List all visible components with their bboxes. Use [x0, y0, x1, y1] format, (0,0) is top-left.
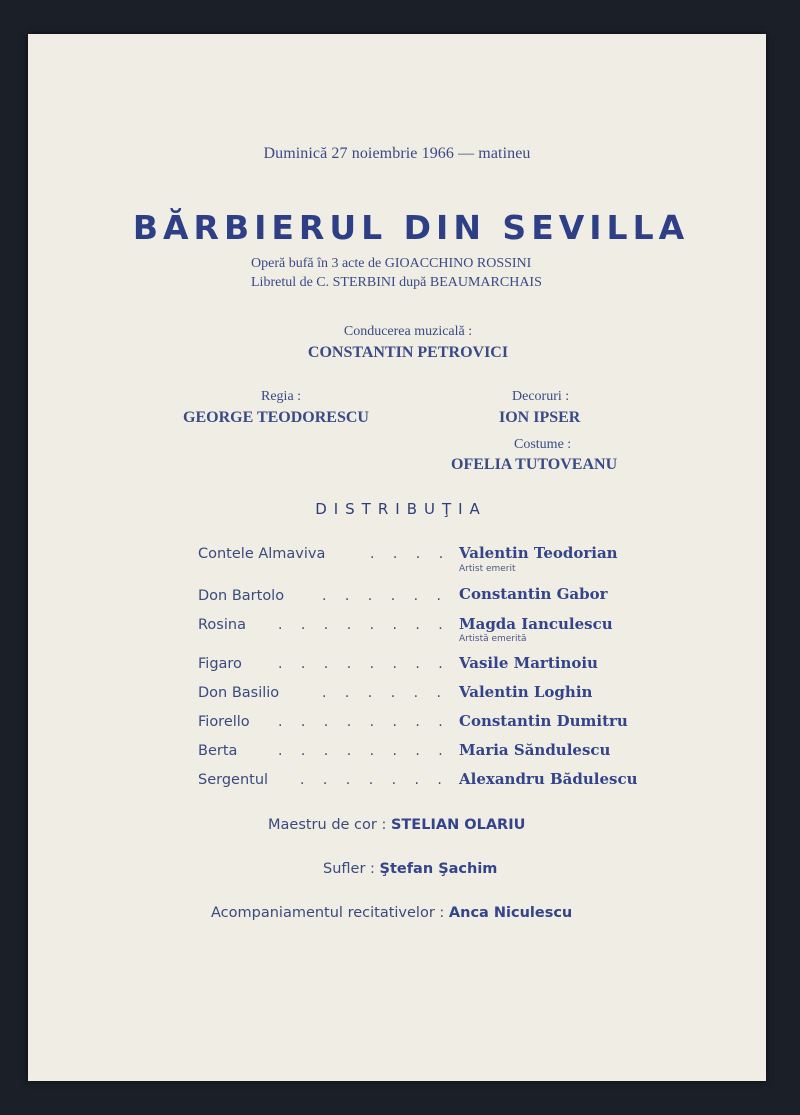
cast-leader-dots: . . . . . . . — [300, 772, 449, 788]
prompter-credit — [323, 861, 497, 877]
cast-leader-dots: . . . . . . — [322, 588, 448, 604]
cast-role: Don Basilio — [198, 685, 280, 701]
cast-singer: Magda Ianculescu — [459, 615, 613, 633]
cast-singer-title: Artistă emerită — [459, 634, 527, 644]
recitative-accompaniment-label: Acompaniamentul recitativelor : — [211, 905, 445, 921]
chorus-master-credit — [268, 817, 525, 833]
opera-subtitle-composer: Operă bufă în 3 acte de GIOACCHINO ROSSINI — [251, 256, 532, 271]
cast-leader-dots: . . . . — [370, 546, 451, 562]
cast-heading: DISTRIBUŢIA — [315, 500, 487, 518]
cast-leader-dots: . . . . . . . . — [278, 656, 450, 672]
cast-role: Berta — [198, 743, 238, 759]
cast-role: Fiorello — [198, 714, 250, 730]
prompter-label: Sufler : — [323, 861, 375, 877]
recitative-accompaniment-credit — [211, 905, 572, 921]
prompter-name: Ştefan Şachim — [379, 861, 498, 877]
opera-subtitle-libretto: Libretul de C. STERBINI după BEAUMARCHAIS — [251, 275, 542, 290]
program-sheet — [28, 34, 766, 1081]
recitative-accompanist-name: Anca Niculescu — [448, 905, 573, 921]
cast-role: Don Bartolo — [198, 588, 285, 604]
cast-role: Sergentul — [198, 772, 269, 788]
performance-date: Duminică 27 noiembrie 1966 — matineu — [263, 145, 531, 162]
cast-singer: Vasile Martinoiu — [459, 654, 598, 672]
costumes-label: Costume : — [514, 437, 572, 452]
stage-director-name: GEORGE TEODORESCU — [183, 409, 369, 426]
opera-title: BĂRBIERUL DIN SEVILLA — [132, 208, 690, 247]
cast-role: Figaro — [198, 656, 242, 672]
cast-leader-dots: . . . . . . . . — [278, 714, 450, 730]
cast-leader-dots: . . . . . . — [322, 685, 448, 701]
cast-singer: Alexandru Bădulescu — [459, 770, 638, 788]
costume-designer-name: OFELIA TUTOVEANU — [451, 456, 618, 473]
cast-singer: Maria Săndulescu — [459, 741, 611, 759]
cast-list — [28, 34, 766, 1081]
musical-director-name: CONSTANTIN PETROVICI — [307, 344, 509, 361]
musical-direction-label: Conducerea muzicală : — [343, 324, 473, 339]
chorus-master-label: Maestru de cor : — [268, 817, 387, 833]
cast-leader-dots: . . . . . . . . — [278, 743, 450, 759]
cast-leader-dots: . . . . . . . . — [278, 617, 450, 633]
cast-singer-title: Artist emerit — [459, 564, 516, 574]
cast-singer: Constantin Gabor — [459, 585, 608, 603]
cast-singer: Valentin Loghin — [459, 683, 593, 701]
sets-designer-name: ION IPSER — [499, 409, 581, 426]
cast-role: Rosina — [198, 617, 246, 633]
stage-direction-label: Regia : — [261, 389, 302, 404]
sets-label: Decoruri : — [512, 389, 570, 404]
chorus-master-name: STELIAN OLARIU — [390, 817, 526, 833]
cast-singer: Constantin Dumitru — [459, 712, 628, 730]
cast-singer: Valentin Teodorian — [459, 544, 618, 562]
cast-role: Contele Almaviva — [198, 546, 326, 562]
